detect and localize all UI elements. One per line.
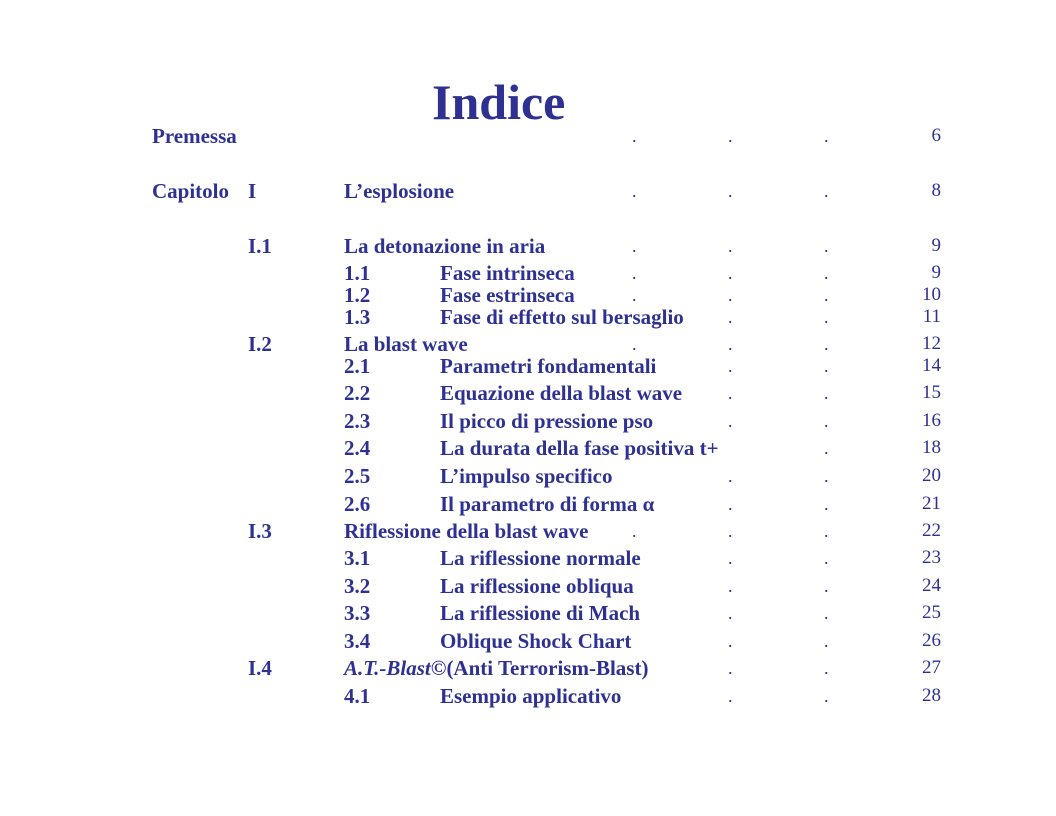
entry-title: La durata della fase positiva t+ [440, 436, 719, 460]
entry-title: La riflessione normale [440, 546, 641, 570]
toc-entry-section [0, 656, 1056, 680]
subsection-number: 1.3 [344, 305, 371, 329]
subsection-number: 2.6 [344, 492, 371, 516]
page-number: 27 [922, 657, 941, 678]
leader-dot: . [824, 411, 829, 431]
entry-title: La riflessione di Mach [440, 601, 641, 625]
leader-dot: . [632, 521, 637, 541]
leader-dot: . [632, 263, 637, 283]
toc-entry-subsection [0, 261, 1056, 285]
leader-dot: . [824, 548, 829, 568]
leader-dot: . [824, 126, 829, 146]
leader-dot: . [824, 521, 829, 541]
toc-entry-section [0, 332, 1056, 356]
toc-entry-subsection [0, 601, 1056, 625]
page-number: 20 [922, 465, 941, 486]
toc-entry-subsection [0, 546, 1056, 570]
leader-dot: . [824, 576, 829, 596]
leader-dot: . [824, 334, 829, 354]
page-number: 16 [922, 410, 941, 431]
chapter-label: Capitolo [152, 179, 230, 203]
entry-title: Fase di effetto sul bersaglio [440, 305, 684, 329]
subsection-number: 3.3 [344, 601, 371, 625]
page-number: 22 [922, 520, 941, 541]
entry-title: La blast wave [344, 332, 468, 356]
leader-dot: . [632, 236, 637, 256]
page-number: 8 [931, 180, 941, 201]
entry-title: L’esplosione [344, 179, 455, 203]
entry-title: Esempio applicativo [440, 684, 622, 708]
leader-dot: . [824, 307, 829, 327]
toc-entry-subsection [0, 492, 1056, 516]
page-number: 21 [922, 493, 941, 514]
entry-title: Equazione della blast wave [440, 381, 683, 405]
entry-title: Fase estrinseca [440, 283, 575, 307]
leader-dot: . [728, 181, 733, 201]
subsection-number: 3.4 [344, 629, 371, 653]
leader-dot: . [824, 494, 829, 514]
subsection-number: 1.2 [344, 283, 371, 307]
leader-dot: . [728, 494, 733, 514]
page-number: 15 [922, 382, 941, 403]
leader-dot: . [632, 126, 637, 146]
leader-dot: . [824, 236, 829, 256]
entry-title: La riflessione obliqua [440, 574, 634, 598]
subsection-number: 4.1 [344, 684, 371, 708]
toc-entry-section [0, 234, 1056, 258]
leader-dot: . [632, 181, 637, 201]
toc-entry-subsection [0, 283, 1056, 307]
entry-title: Oblique Shock Chart [440, 629, 632, 653]
toc-entry-subsection [0, 354, 1056, 378]
section-number: I.1 [248, 234, 272, 258]
leader-dot: . [824, 285, 829, 305]
leader-dot: . [728, 686, 733, 706]
leader-dot: . [824, 383, 829, 403]
entry-title-italic: A.T.-Blast [344, 656, 431, 680]
page-number: 10 [922, 284, 941, 305]
leader-dot: . [728, 334, 733, 354]
toc-entry-subsection [0, 574, 1056, 598]
toc-entry-subsection [0, 684, 1056, 708]
entry-title: La detonazione in aria [344, 234, 546, 258]
page-number: 18 [922, 437, 941, 458]
leader-dot: . [728, 126, 733, 146]
entry-title: Fase intrinseca [440, 261, 575, 285]
leader-dot: . [728, 285, 733, 305]
leader-dot: . [728, 356, 733, 376]
page-number: 9 [931, 235, 941, 256]
entry-title: L’impulso specifico [440, 464, 613, 488]
toc-entry-section [0, 519, 1056, 543]
leader-dot: . [824, 603, 829, 623]
leader-dot: . [728, 521, 733, 541]
leader-dot: . [824, 686, 829, 706]
leader-dot: . [728, 411, 733, 431]
page-number: 23 [922, 547, 941, 568]
leader-dot: . [632, 285, 637, 305]
page-number: 28 [922, 685, 941, 706]
toc-entry-premessa [0, 124, 1056, 148]
leader-dot: . [824, 658, 829, 678]
subsection-number: 2.4 [344, 436, 371, 460]
subsection-number: 3.1 [344, 546, 371, 570]
subsection-number: 2.5 [344, 464, 371, 488]
section-number: I.3 [248, 519, 272, 543]
subsection-number: 3.2 [344, 574, 371, 598]
chapter-number: I [248, 179, 257, 203]
leader-dot: . [824, 466, 829, 486]
page-number: 12 [922, 333, 941, 354]
leader-dot: . [728, 236, 733, 256]
page-number: 11 [922, 306, 941, 327]
leader-dot: . [824, 438, 829, 458]
page-number: 14 [922, 355, 941, 376]
entry-title-rest: ©(Anti Terrorism-Blast) [430, 656, 649, 680]
entry-title: Premessa [152, 124, 237, 148]
leader-dot: . [632, 334, 637, 354]
leader-dot: . [824, 263, 829, 283]
entry-title: Parametri fondamentali [440, 354, 657, 378]
leader-dot: . [728, 658, 733, 678]
toc-entry-subsection [0, 436, 1056, 460]
leader-dot: . [824, 631, 829, 651]
subsection-number: 2.2 [344, 381, 371, 405]
entry-title: Il picco di pressione pso [440, 409, 654, 433]
leader-dot: . [728, 383, 733, 403]
toc-entry-subsection [0, 629, 1056, 653]
entry-title: Riflessione della blast wave [344, 519, 589, 543]
section-number: I.4 [248, 656, 272, 680]
toc-entry-subsection [0, 305, 1056, 329]
subsection-number: 2.1 [344, 354, 371, 378]
leader-dot: . [728, 307, 733, 327]
entry-title [344, 656, 648, 680]
toc-entry-subsection [0, 381, 1056, 405]
page-number: 25 [922, 602, 941, 623]
page-number: 9 [931, 262, 941, 283]
section-number: I.2 [248, 332, 272, 356]
subsection-number: 1.1 [344, 261, 371, 285]
leader-dot: . [728, 466, 733, 486]
leader-dot: . [728, 576, 733, 596]
page-number: 26 [922, 630, 941, 651]
leader-dot: . [728, 548, 733, 568]
leader-dot: . [728, 263, 733, 283]
page-number: 6 [931, 125, 941, 146]
toc-entry-subsection [0, 409, 1056, 433]
leader-dot: . [728, 603, 733, 623]
subsection-number: 2.3 [344, 409, 371, 433]
leader-dot: . [824, 181, 829, 201]
page-title: Indice [432, 74, 566, 130]
leader-dot: . [728, 631, 733, 651]
toc-entry-subsection [0, 464, 1056, 488]
page-number: 24 [922, 575, 941, 596]
entry-title: Il parametro di forma α [440, 492, 655, 516]
toc-entry-capitolo-1 [0, 179, 1056, 203]
leader-dot: . [824, 356, 829, 376]
